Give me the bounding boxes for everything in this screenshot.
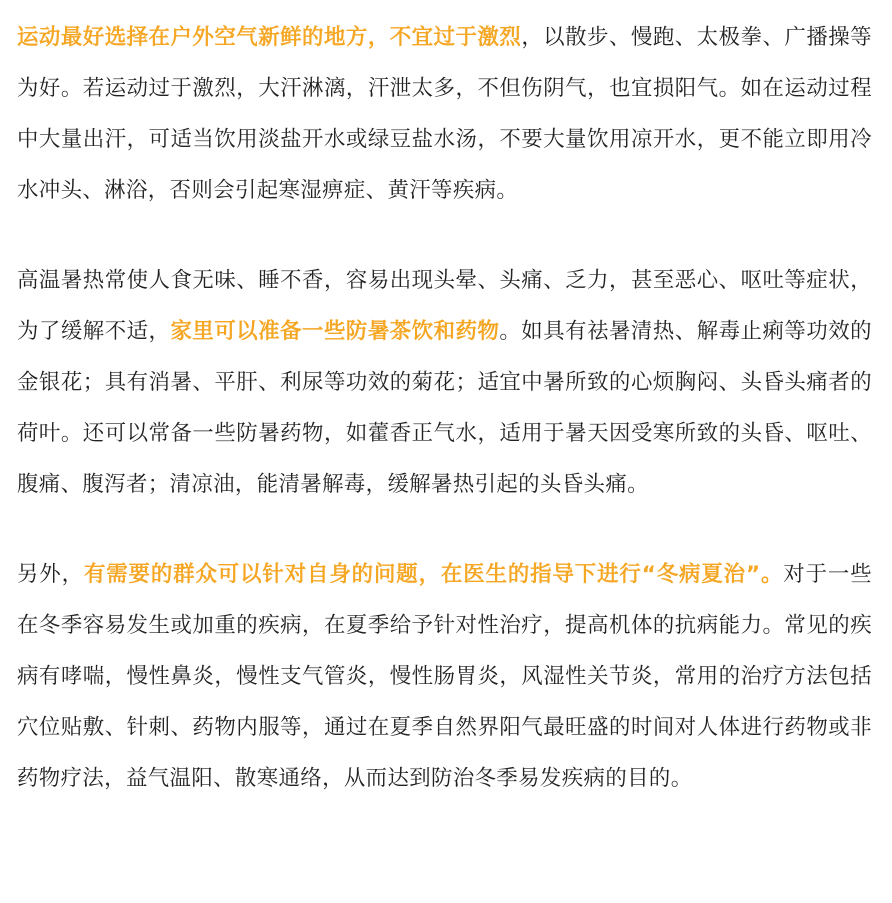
highlight-exercise-advice: 运动最好选择在户外空气新鲜的地方，不宜过于激烈: [17, 25, 522, 50]
paragraph-exercise: [17, 12, 872, 216]
highlight-doctor-guidance: 有需要的群众可以针对自身的问题，在医生的指导下进行“冬病夏治”。: [83, 562, 784, 587]
paragraph-text: 高温暑热常使人食无味、睡不香，容易出现头晕、头痛、乏力，甚至恶心、呕吐等症状，为了缓解不适，: [17, 268, 872, 344]
paragraph-text: ，以散步、慢跑、太极拳、广播操等为好。若运动过于激烈，大汗淋漓，汗泄太多，不但伤阴气，也宜损阳气。如在运动过程中大量出汗，可适当饮用淡盐开水或绿豆盐水汤，不要大量饮用凉开水，更不能立即用冷水冲头、淋浴，否则会引起寒湿痹症、黄汗等疾病。: [17, 25, 872, 203]
paragraph-heat-remedies: [17, 255, 872, 510]
paragraph-text: 对于一些在冬季容易发生或加重的疾病，在夏季给予针对性治疗，提高机体的抗病能力。常见的疾病有哮喘，慢性鼻炎，慢性支气管炎，慢性肠胃炎，风湿性关节炎，常用的治疗方法包括穴位贴敷、针刺、药物内服等，通过在夏季自然界阳气最旺盛的时间对人体进行药物或非药物疗法，益气温阳、散寒通络，从而达到防治冬季易发疾病的目的。: [17, 562, 872, 791]
paragraph-text: 。如具有祛暑清热、解毒止痢等功效的金银花；具有消暑、平肝、利尿等功效的菊花；适宜中暑所致的心烦胸闷、头昏头痛者的荷叶。还可以常备一些防暑药物，如藿香正气水，适用于暑天因受寒所致的头昏、呕吐、腹痛、腹泻者；清凉油，能清暑解毒，缓解暑热引起的头昏头痛。: [17, 319, 872, 497]
highlight-prepare-remedies: 家里可以准备一些防暑茶饮和药物: [170, 319, 500, 344]
paragraph-text: 另外，: [17, 562, 84, 587]
paragraph-winter-disease-summer-treatment: [17, 549, 872, 804]
